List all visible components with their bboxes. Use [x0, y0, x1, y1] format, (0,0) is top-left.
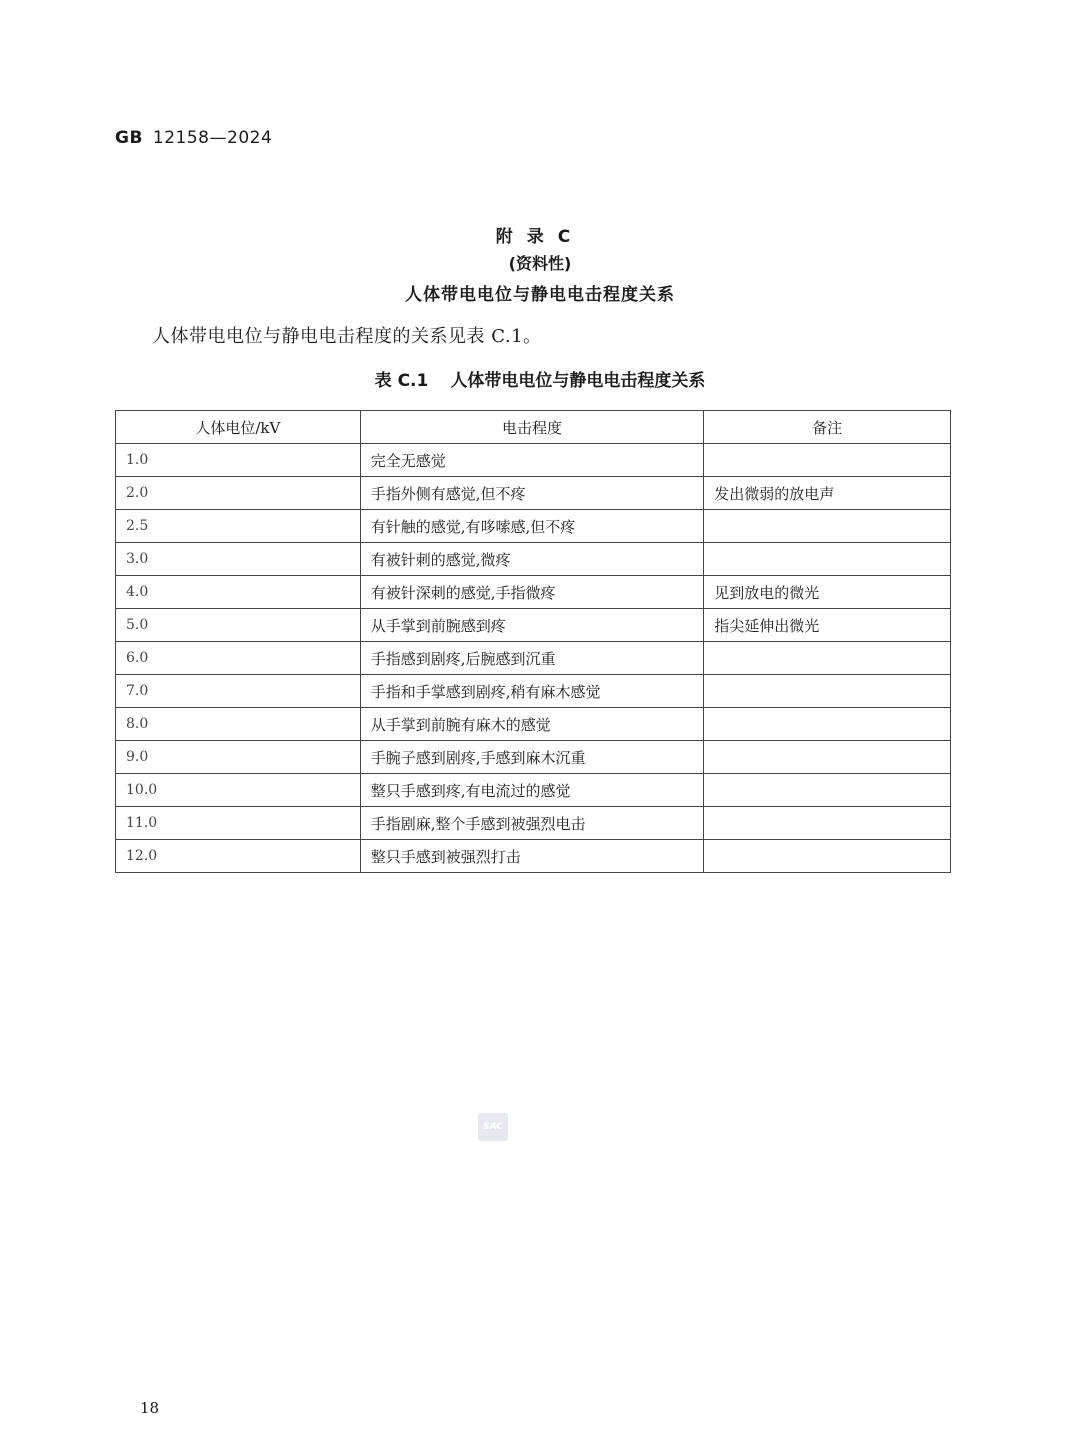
cell-shock-level: 手指剧麻,整个手感到被强烈电击: [360, 807, 704, 840]
table-caption: [0, 366, 1080, 391]
cell-remarks: [704, 444, 951, 477]
cell-voltage: 9.0: [116, 741, 361, 774]
standard-code: [115, 128, 272, 148]
sac-watermark-logo: SAC: [478, 1113, 508, 1141]
table-row: [116, 543, 951, 576]
cell-shock-level: 手指外侧有感觉,但不疼: [360, 477, 704, 510]
cell-voltage: 5.0: [116, 609, 361, 642]
cell-remarks: 发出微弱的放电声: [704, 477, 951, 510]
cell-voltage: 12.0: [116, 840, 361, 873]
intro-paragraph: 人体带电电位与静电电击程度的关系见表 C.1。: [152, 326, 542, 347]
cell-shock-level: 有被针深刺的感觉,手指微疼: [360, 576, 704, 609]
cell-remarks: [704, 741, 951, 774]
cell-shock-level: 从手掌到前腕有麻木的感觉: [360, 708, 704, 741]
cell-remarks: 见到放电的微光: [704, 576, 951, 609]
standard-prefix: GB: [115, 128, 143, 148]
appendix-title: 人体带电电位与静电电击程度关系: [405, 285, 675, 305]
cell-shock-level: 手指和手掌感到剧疼,稍有麻木感觉: [360, 675, 704, 708]
table-row: [116, 642, 951, 675]
cell-remarks: [704, 675, 951, 708]
appendix-label: 附录C: [495, 227, 585, 247]
cell-remarks: [704, 543, 951, 576]
cell-shock-level: 整只手感到被强烈打击: [360, 840, 704, 873]
cell-shock-level: 手腕子感到剧疼,手感到麻木沉重: [360, 741, 704, 774]
cell-remarks: [704, 510, 951, 543]
table-caption-title: 人体带电电位与静电电击程度关系: [450, 371, 706, 391]
cell-remarks: [704, 774, 951, 807]
table-row: [116, 774, 951, 807]
table-row: [116, 477, 951, 510]
table-row: [116, 708, 951, 741]
table-row: [116, 576, 951, 609]
cell-voltage: 2.0: [116, 477, 361, 510]
cell-voltage: 3.0: [116, 543, 361, 576]
header-shock-level: 电击程度: [360, 411, 704, 444]
table-row: [116, 609, 951, 642]
cell-remarks: [704, 642, 951, 675]
cell-shock-level: 完全无感觉: [360, 444, 704, 477]
appendix-nature: (资料性): [508, 254, 572, 273]
cell-voltage: 1.0: [116, 444, 361, 477]
header-remarks: 备注: [704, 411, 951, 444]
cell-remarks: 指尖延伸出微光: [704, 609, 951, 642]
table-row: [116, 510, 951, 543]
cell-voltage: 4.0: [116, 576, 361, 609]
table-row: [116, 840, 951, 873]
cell-voltage: 7.0: [116, 675, 361, 708]
cell-shock-level: 整只手感到疼,有电流过的感觉: [360, 774, 704, 807]
table-row: [116, 807, 951, 840]
table-row: [116, 675, 951, 708]
header-voltage: 人体电位/kV: [116, 411, 361, 444]
cell-voltage: 6.0: [116, 642, 361, 675]
cell-remarks: [704, 807, 951, 840]
standard-number: 12158—2024: [152, 128, 273, 148]
cell-remarks: [704, 840, 951, 873]
cell-shock-level: 从手掌到前腕感到疼: [360, 609, 704, 642]
table-row: [116, 444, 951, 477]
table-body: [116, 444, 951, 873]
cell-remarks: [704, 708, 951, 741]
table-caption-number: 表 C.1: [374, 371, 429, 391]
table-row: [116, 741, 951, 774]
cell-shock-level: 手指感到剧疼,后腕感到沉重: [360, 642, 704, 675]
cell-voltage: 8.0: [116, 708, 361, 741]
cell-voltage: 10.0: [116, 774, 361, 807]
voltage-shock-table: [115, 410, 951, 873]
page-number: 18: [140, 1399, 160, 1417]
cell-voltage: 2.5: [116, 510, 361, 543]
table-header-row: [116, 411, 951, 444]
cell-shock-level: 有针触的感觉,有哆嗦感,但不疼: [360, 510, 704, 543]
cell-shock-level: 有被针刺的感觉,微疼: [360, 543, 704, 576]
cell-voltage: 11.0: [116, 807, 361, 840]
